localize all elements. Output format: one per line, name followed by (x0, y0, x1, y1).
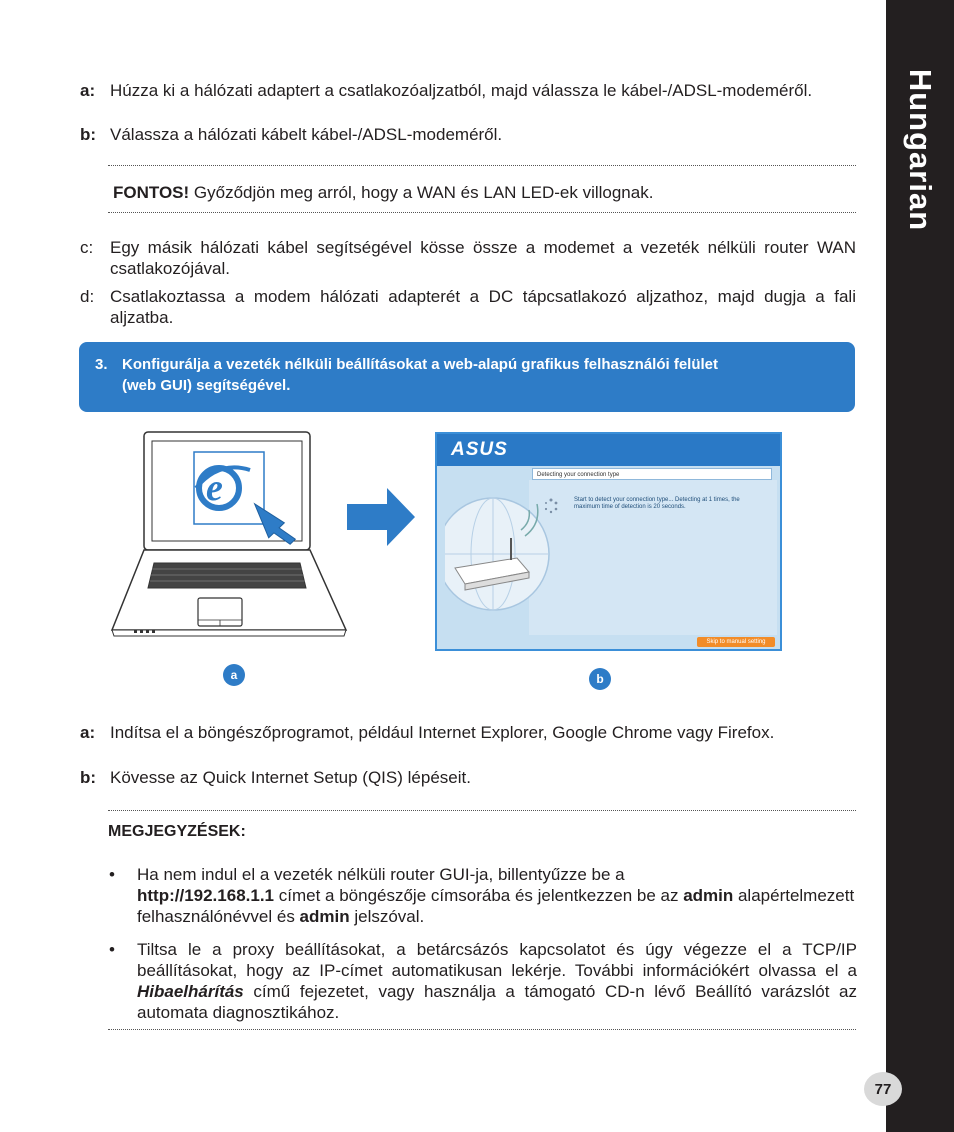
step-label: a: (80, 81, 96, 100)
step-b-disconnect (80, 124, 856, 145)
step-text: Egy másik hálózati kábel segítségével kösse össze a modemet a vezeték nélküli router WAN csatlakozójával. (110, 238, 856, 278)
bullet-marker: • (109, 940, 115, 959)
divider (108, 165, 856, 166)
loading-spinner-icon (543, 498, 559, 514)
language-label: Hungarian (903, 68, 939, 232)
side-tab-label (886, 0, 954, 300)
divider (108, 212, 856, 213)
right-arrow-icon (347, 488, 417, 546)
note-item-proxy (109, 939, 857, 1023)
browser-icon (194, 452, 264, 524)
step-text: Kövesse az Quick Internet Setup (QIS) lépéseit. (110, 768, 471, 787)
note-text: Tiltsa le a proxy beállításokat, a betárcsázós kapcsolatot és úgy végezze el a TCP/IP beállításokat, hogy az IP-címet automatikusan lekérje. További információkért olvassa el a (137, 940, 857, 980)
step-a-unplug (80, 80, 856, 101)
router-url: http://192.168.1.1 (137, 886, 275, 905)
screenshot-title: Detecting your connection type (532, 468, 772, 480)
step-3-header (79, 342, 855, 412)
step-label: b: (80, 768, 97, 787)
note-text: című fejezetet, vagy használja a támogató CD-n lévő Beállító varázslót az automata diagnosztikához. (137, 982, 857, 1022)
step-title-line2: (web GUI) segítségével. (122, 377, 291, 394)
step-c-connect-modem (80, 237, 856, 279)
figure-label-a: a (223, 664, 245, 686)
default-password: admin (299, 907, 350, 926)
step-text: Válassza a hálózati kábelt kábel-/ADSL-modeméről. (110, 125, 503, 144)
step-text: Csatlakoztassa a modem hálózati adapterét a DC tápcsatlakozó aljzathoz, majd dugja a fali aljzatba. (110, 287, 856, 327)
step-a-launch-browser (80, 722, 856, 743)
note-text: Ha nem indul el a vezeték nélküli router GUI-ja, billentyűzze be a (137, 865, 625, 884)
step-text: Húzza ki a hálózati adaptert a csatlakozóaljzatból, majd válassza le kábel-/ADSL-modeméről. (110, 81, 813, 100)
note-text: címet a böngészője címsorába és jelentkezzen be az (274, 886, 684, 905)
skip-to-manual-setting-button[interactable]: Skip to manual setting (697, 637, 775, 647)
default-username: admin (683, 886, 734, 905)
step-d-power-modem (80, 286, 856, 328)
laptop-illustration (104, 430, 354, 640)
step-number: 3. (95, 356, 108, 373)
divider (108, 810, 856, 811)
figure-label-b: b (589, 668, 611, 690)
setup-screenshot (435, 432, 782, 651)
important-text: Győződjön meg arról, hogy a WAN és LAN LED-ek villognak. (193, 183, 654, 202)
screenshot-message: Start to detect your connection type... Detecting at 1 times, the maximum time of detection is 20 seconds. (574, 497, 740, 510)
step-label: a: (80, 723, 96, 742)
page-number: 77 (864, 1072, 902, 1106)
divider (108, 1029, 856, 1030)
notes-heading: MEGJEGYZÉSEK: (108, 823, 246, 840)
step-text: Indítsa el a böngészőprogramot, például Internet Explorer, Google Chrome vagy Firefox. (110, 723, 775, 742)
bullet-marker: • (109, 865, 115, 884)
step-title-line1: Konfigurálja a vezeték nélküli beállításokat a web-alapú grafikus felhasználói felület (122, 356, 719, 373)
step-label: d: (80, 287, 95, 306)
important-heading: FONTOS! (113, 183, 190, 202)
step-label: c: (80, 238, 94, 257)
asus-logo: ASUS (451, 439, 508, 460)
svg-text:e: e (206, 467, 223, 509)
step-b-follow-qis (80, 767, 856, 788)
note-text: alapértelmezett felhasználónévvel és (137, 886, 855, 926)
important-note (113, 183, 653, 203)
note-text: jelszóval. (349, 907, 425, 926)
step-label: b: (80, 125, 97, 144)
troubleshooting-reference: Hibaelhárítás (137, 982, 244, 1001)
note-item-gui (109, 864, 857, 927)
